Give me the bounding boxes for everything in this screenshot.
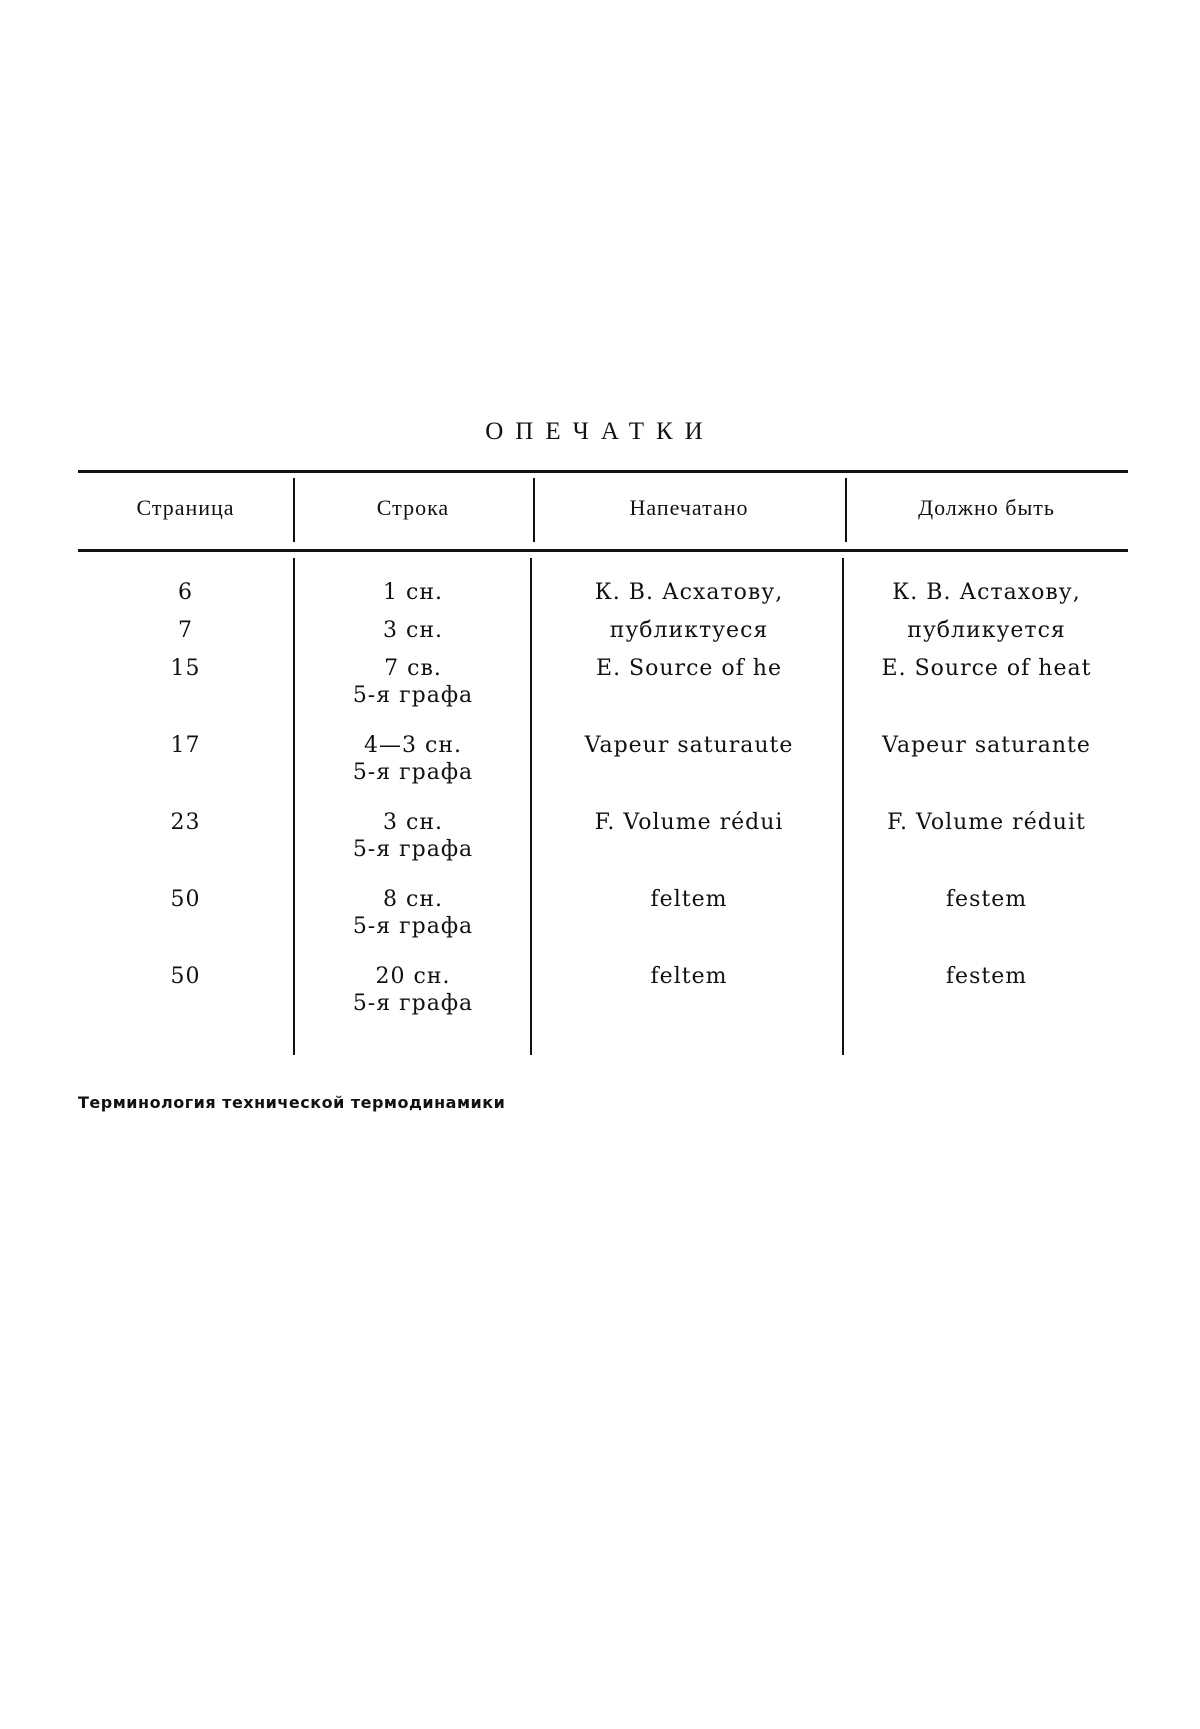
row-line: 8 сн. [383,887,443,912]
row-printed: E. Source of he [596,656,782,681]
row-correct: festem [945,887,1028,912]
header-printed: Напечатано [629,495,749,520]
row-correct: E. Source of heat [881,656,1092,681]
row-page: 6 [178,580,193,605]
row-line-note: 5-я графа [352,991,474,1016]
row-correct: К. В. Астахову, [892,580,1081,605]
row-correct: Vapeur saturante [882,733,1091,758]
page-title: ОПЕЧАТКИ [485,418,715,445]
row-printed: F. Volume rédui [594,810,784,835]
row-page: 17 [170,733,201,758]
row-printed: feltem [650,887,728,912]
row-correct: публикуется [907,618,1066,643]
row-page: 50 [170,887,201,912]
row-printed: Vapeur saturaute [584,733,794,758]
row-line: 3 сн. [383,618,443,643]
row-line-note: 5-я графа [352,837,474,862]
table-header-rule [78,549,1128,552]
row-line: 4—3 сн. [364,733,462,758]
errata-table [78,470,1128,1055]
header-page: Страница [136,495,235,520]
row-correct: F. Volume réduit [887,810,1086,835]
header-should-be: Должно быть [918,495,1055,520]
row-printed: К. В. Асхатову, [594,580,784,605]
row-page: 50 [170,964,201,989]
row-printed: публиктуеся [609,618,769,643]
row-page: 23 [170,810,201,835]
header-line: Строка [376,495,450,520]
row-line-note: 5-я графа [352,760,474,785]
row-line-note: 5-я графа [352,683,474,708]
row-correct: festem [945,964,1028,989]
row-line: 7 св. [384,656,442,681]
footer-book-title: Терминология технической термодинамики [78,1093,506,1112]
row-page: 15 [170,656,201,681]
row-line: 20 сн. [375,964,451,989]
row-printed: feltem [650,964,728,989]
row-line: 3 сн. [383,810,443,835]
row-page: 7 [178,618,193,643]
row-line: 1 сн. [383,580,443,605]
table-top-rule [78,470,1128,473]
row-line-note: 5-я графа [352,914,474,939]
